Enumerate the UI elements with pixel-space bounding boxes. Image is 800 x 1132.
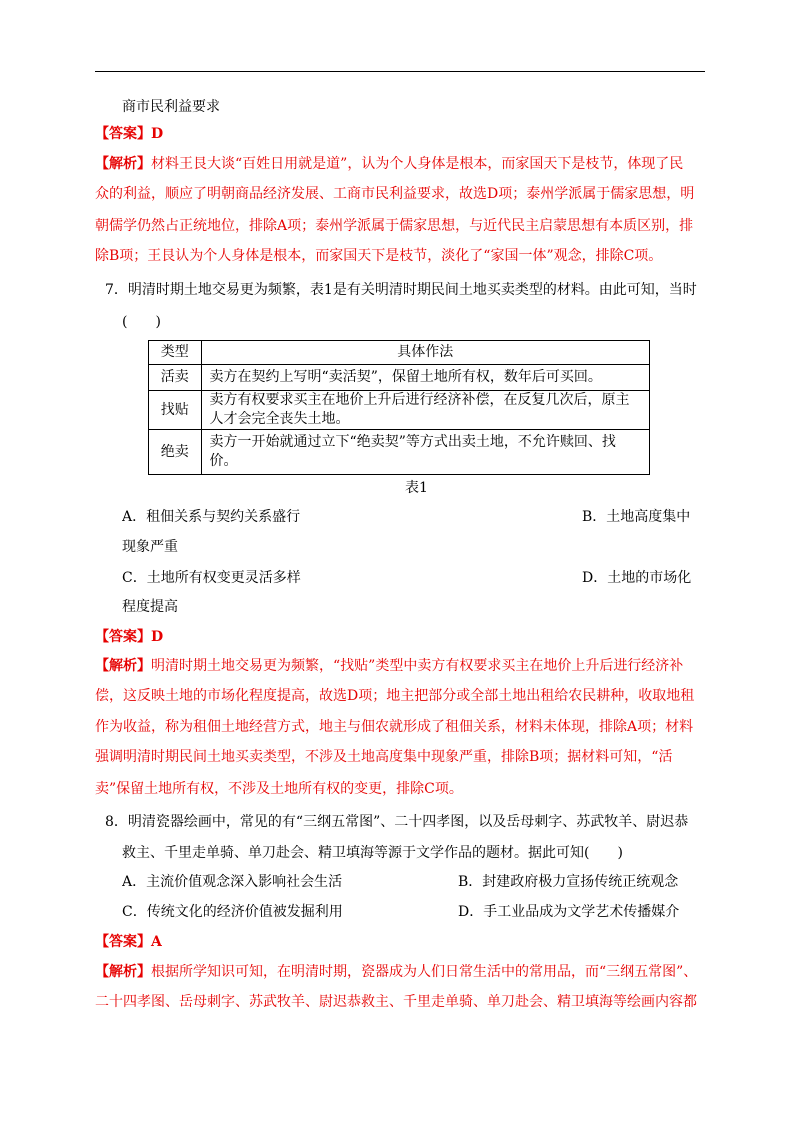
table-cell-type: 绝卖 bbox=[149, 430, 202, 475]
table-header-row bbox=[149, 341, 650, 365]
q7-option-b-continuation: 现象严重 bbox=[122, 539, 178, 555]
table-row bbox=[149, 365, 650, 391]
q8-analysis-line bbox=[95, 962, 697, 982]
q7-analysis-line: 强调明清时期民间土地买卖类型，不涉及土地高度集中现象严重，排除B项；据材料可知，“活 bbox=[95, 749, 673, 765]
table-cell-method bbox=[201, 391, 649, 430]
option-continuation: 商市民利益要求 bbox=[122, 99, 220, 115]
table-cell-type: 活卖 bbox=[149, 365, 202, 391]
q6-analysis-line: 朝儒学仍然占正统地位，排除A项；泰州学派属于儒家思想，与近代民主启蒙思想有本质区别，排 bbox=[95, 218, 694, 234]
cell-line: 人才会完全丧失土地。 bbox=[209, 411, 350, 427]
analysis-text: 明清时期土地交易更为频繁，“找贴”类型中卖方有权要求买主在地价上升后进行经济补 bbox=[151, 658, 684, 674]
q6-analysis-line: 除B项；王艮认为个人身体是根本，而家国天下是枝节，淡化了“家国一体”观念，排除C项。 bbox=[95, 248, 663, 264]
table-row bbox=[149, 391, 650, 430]
q7-answer bbox=[95, 627, 163, 647]
q7-answer-blank: ( ) bbox=[122, 314, 161, 330]
answer-label: 【答案】 bbox=[95, 934, 151, 950]
q7-option-c: C．土地所有权变更灵活多样 bbox=[122, 570, 301, 586]
q6-analysis-line bbox=[95, 154, 683, 174]
q7-option-d: D．土地的市场化 bbox=[582, 570, 692, 586]
q8-option-d: D．手工业品成为文学艺术传播媒介 bbox=[458, 904, 680, 920]
analysis-text: 根据所学知识可知，在明清时期，瓷器成为人们日常生活中的常用品，而“三纲五常图”、 bbox=[151, 964, 698, 980]
q7-option-b: B．土地高度集中 bbox=[582, 509, 691, 525]
cell-line: 卖方有权要求买主在地价上升后进行经济补偿，在反复几次后，原主 bbox=[209, 392, 630, 408]
q7-analysis-line: 卖”保留土地所有权，不涉及土地所有权的变更，排除C项。 bbox=[95, 781, 463, 797]
analysis-text: 材料王艮大谈“百姓日用就是道”，认为个人身体是根本，而家国天下是枝节，体现了民 bbox=[151, 156, 684, 172]
q6-answer bbox=[95, 124, 163, 144]
header-rule bbox=[95, 71, 705, 72]
table-header-method: 具体作法 bbox=[201, 341, 649, 365]
table-header-type: 类型 bbox=[149, 341, 202, 365]
cell-line: 卖方一开始就通过立下“绝卖契”等方式出卖土地，不允许赎回、找 bbox=[209, 434, 616, 450]
q7-option-d-continuation: 程度提高 bbox=[122, 599, 178, 615]
answer-value: D bbox=[151, 126, 164, 142]
q7-analysis-line bbox=[95, 656, 683, 676]
analysis-label: 【解析】 bbox=[95, 964, 151, 980]
q8-answer bbox=[95, 932, 162, 952]
q7-analysis-line: 偿，这反映土地的市场化程度提高，故选D项；地主把部分或全部土地出租给农民耕种，收取地租 bbox=[95, 688, 695, 704]
table-caption: 表1 bbox=[405, 480, 428, 496]
q7-analysis-line: 作为收益，称为租佃土地经营方式，地主与佃农就形成了租佃关系，材料未体现，排除A项；材料 bbox=[95, 719, 694, 735]
analysis-label: 【解析】 bbox=[95, 156, 151, 172]
q8-option-c: C．传统文化的经济价值被发掘利用 bbox=[122, 904, 343, 920]
land-sale-table bbox=[148, 340, 650, 475]
answer-value: A bbox=[151, 934, 162, 950]
q8-stem-line: 救主、千里走单骑、单刀赴会、精卫填海等源于文学作品的题材。据此可知( ) bbox=[122, 845, 623, 861]
answer-label: 【答案】 bbox=[95, 126, 151, 142]
answer-label: 【答案】 bbox=[95, 629, 151, 645]
q7-stem-line: 7．明清时期土地交易更为频繁，表1是有关明清时期民间土地买卖类型的材料。由此可知，当时 bbox=[105, 282, 697, 298]
q6-analysis-line: 众的利益，顺应了明朝商品经济发展、工商市民利益要求，故选D项；泰州学派属于儒家思想，明 bbox=[95, 186, 695, 202]
cell-line: 价。 bbox=[209, 453, 238, 469]
table-cell-method bbox=[201, 430, 649, 475]
answer-value: D bbox=[151, 629, 164, 645]
table-cell-method bbox=[201, 365, 649, 391]
cell-line: 卖方在契约上写明“卖活契”，保留土地所有权，数年后可买回。 bbox=[209, 369, 602, 385]
q8-option-a: A．主流价值观念深入影响社会生活 bbox=[122, 874, 343, 890]
q8-option-b: B．封建政府极力宣扬传统正统观念 bbox=[458, 874, 679, 890]
q7-option-a: A．租佃关系与契约关系盛行 bbox=[122, 509, 301, 525]
q8-stem-line: 8．明清瓷器绘画中，常见的有“三纲五常图”、二十四孝图，以及岳母刺字、苏武牧羊、尉迟恭 bbox=[105, 814, 689, 830]
analysis-label: 【解析】 bbox=[95, 658, 151, 674]
table-cell-type: 找贴 bbox=[149, 391, 202, 430]
table-row bbox=[149, 430, 650, 475]
q8-analysis-line: 二十四孝图、岳母刺字、苏武牧羊、尉迟恭救主、千里走单骑、单刀赴会、精卫填海等绘画内容都 bbox=[95, 994, 697, 1010]
